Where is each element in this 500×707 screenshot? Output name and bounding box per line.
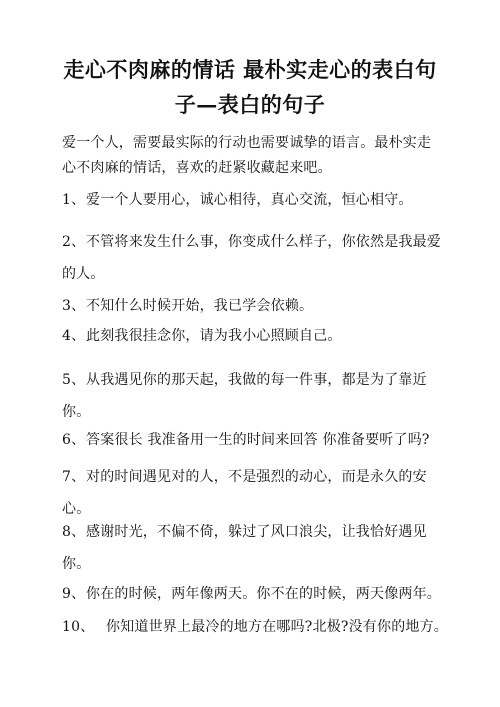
item-text: 感谢时光，不偏不倚，躲过了风口浪尖，让我恰好遇见你。 xyxy=(62,524,427,572)
item-number: 6、 xyxy=(62,432,86,448)
item-text: 此刻我很挂念你，请为我小心照顾自己。 xyxy=(86,328,342,344)
item-text: 爱一个人要用心，诚心相待，真心交流，恒心相守。 xyxy=(86,192,413,208)
list-item-6 xyxy=(62,424,442,456)
item-number: 1、 xyxy=(62,192,86,208)
item-text: 对的时间遇见对的人，不是强烈的动心，而是永久的安心。 xyxy=(62,469,427,517)
intro-paragraph: 爱一个人，需要最实际的行动也需要诚挚的语言。最朴实走心不肉麻的情话，喜欢的赶紧收藏起来吧。 xyxy=(62,135,432,176)
item-text: 答案很长 我准备用一生的时间来回答 你准备要听了吗? xyxy=(86,432,430,448)
item-number: 7、 xyxy=(62,469,86,485)
item-text: 你知道世界上最冷的地方在哪吗?北极?没有你的地方。 xyxy=(106,619,449,635)
list-item-8 xyxy=(62,516,442,580)
list-item-1 xyxy=(62,184,442,216)
list-item-10 xyxy=(62,611,449,643)
item-number: 4、 xyxy=(62,328,86,344)
list-item-5 xyxy=(62,364,442,428)
item-text: 不知什么时候开始，我已学会依赖。 xyxy=(86,298,314,314)
item-number: 10、 xyxy=(62,619,95,635)
item-number: 3、 xyxy=(62,298,86,314)
item-number: 2、 xyxy=(62,234,86,250)
list-item-4 xyxy=(62,320,442,352)
item-number: 9、 xyxy=(62,586,86,602)
title-line-2: 子—表白的句子 xyxy=(174,92,326,117)
item-number: 8、 xyxy=(62,524,86,540)
list-item-2 xyxy=(62,226,442,290)
title-line-1: 走心不肉麻的情话 最朴实走心的表白句 xyxy=(63,57,437,82)
list-item-3 xyxy=(62,290,442,322)
item-number: 5、 xyxy=(62,372,86,388)
list-item-9 xyxy=(62,578,442,610)
item-text: 你在的时候，两年像两天。你不在的时候，两天像两年。 xyxy=(86,586,441,602)
item-text: 不管将来发生什么事，你变成什么样子，你依然是我最爱的人。 xyxy=(62,234,441,282)
item-text: 从我遇见你的那天起，我做的每一件事，都是为了靠近你。 xyxy=(62,372,427,420)
